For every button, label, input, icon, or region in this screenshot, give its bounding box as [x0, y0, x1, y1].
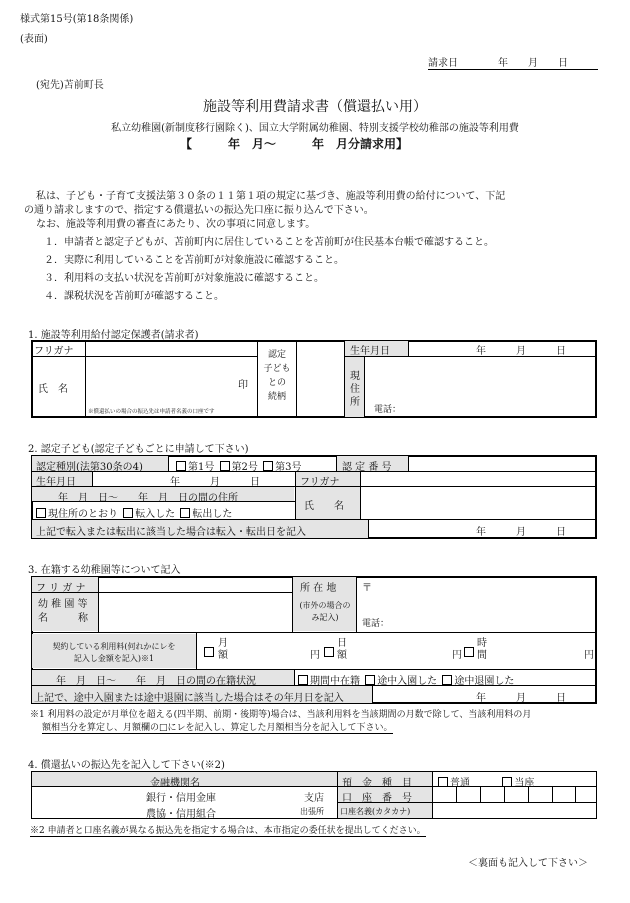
- addr-moved-in-checkbox[interactable]: [123, 508, 133, 518]
- s4-account-no-label: 口 座 番 号: [342, 793, 412, 804]
- side-label: (表面): [20, 34, 48, 45]
- s3-change-note: 上記で、途中入園または途中退園に該当した場合はその年月日を記入: [34, 693, 344, 704]
- status-left-checkbox[interactable]: [442, 675, 452, 685]
- intro-line-1: 私は、子ども・子育て支援法第３０条の１１第１項の規定に基づき、施設等利用費の給付について、下記: [36, 191, 506, 202]
- addr-same-checkbox[interactable]: [36, 508, 46, 518]
- s3-tel-label: 電話：: [362, 619, 390, 629]
- relation-input[interactable]: [300, 344, 340, 414]
- s1-furigana-input[interactable]: [89, 342, 253, 354]
- s1-address-label: 現 住 所: [350, 371, 360, 408]
- status-joined-checkbox[interactable]: [365, 675, 375, 685]
- form-number: 様式第15号(第18条関係): [20, 14, 134, 25]
- page-subtitle: 私立幼稚園(新制度移行園除く)、国立大学附属幼稚園、特別支援学校幼稚部の施設等利用費: [111, 123, 519, 134]
- s4-deposit-options: 普通 当座: [436, 774, 534, 789]
- s3-fee-monthly-label: 月 額: [218, 638, 228, 661]
- page-title: 施設等利用費請求書（償還払い用）: [203, 99, 427, 115]
- type3-checkbox[interactable]: [263, 461, 273, 471]
- deposit-ordinary-checkbox[interactable]: [438, 777, 448, 787]
- s4-footnote: ※2 申請者と口座名義が異なる振込先を指定する場合は、本市指定の委任状を提出してください。: [30, 823, 426, 837]
- s3-change-ymd[interactable]: 年 月 日: [476, 693, 566, 704]
- s2-name-input[interactable]: [364, 490, 592, 516]
- s1-furigana-label: フリガナ: [34, 346, 74, 357]
- s3-period-status-label: 年 月 日～ 年 月 日の間の在籍状況: [56, 676, 256, 687]
- section-2-heading: 2. 認定子ども(認定子どもごとに申請して下さい): [28, 444, 249, 455]
- s3-fee-label: 契約している利用料(何れかにレを 記入し金額を記入)※1: [52, 642, 176, 663]
- s3-postal: 〒: [362, 583, 372, 594]
- s3-footnote-2: 額相当分を算定し、月額欄の□にレを記入し、算定した月額相当分を記入して下さい。: [42, 720, 393, 734]
- s3-fee-hourly-label: 時 間: [477, 638, 487, 661]
- s3-footnote-1: ※1 利用料の設定が月単位を超える(四半期、前期・後期等)場合は、当該利用料を当該期間の月数で除して、当該利用料の月: [30, 710, 532, 720]
- s2-move-ymd[interactable]: 年 月 日: [476, 527, 566, 538]
- addr-moved-out-checkbox[interactable]: [180, 508, 190, 518]
- s4-bank-type-2: 農協・信用組合: [146, 809, 216, 820]
- addressee: (宛先)苫前町長: [36, 80, 104, 91]
- yen-unit: 円: [452, 650, 462, 661]
- intro-line-3: なお、施設等利用費の審査にあたり、次の事項に同意します。: [36, 219, 316, 230]
- s4-bank-name-label: 金融機関名: [150, 778, 200, 789]
- request-period: 【 年 月～ 年 月分請求用】: [180, 137, 409, 151]
- s2-cert-no-input[interactable]: [412, 458, 592, 469]
- intro-line-2: の通り請求しますので、指定する償還払いの振込先口座に振り込んで下さい。: [24, 205, 374, 216]
- deposit-checking-checkbox[interactable]: [502, 777, 512, 787]
- s1-name-label: 氏 名: [38, 384, 68, 395]
- s4-account-no-input[interactable]: [434, 788, 594, 800]
- s4-branch-office-label: 出張所: [300, 807, 324, 816]
- s4-branch-label: 支店: [304, 793, 324, 804]
- consent-item: ４．課税状況を苫前町が確認すること。: [44, 291, 224, 302]
- s1-birth-ymd[interactable]: 年 月 日: [476, 346, 566, 357]
- s2-type-label: 認定種別(法第30条の4): [36, 462, 143, 473]
- s3-location-label: 所 在 地: [300, 583, 337, 594]
- section-3-heading: 3. 在籍する幼稚園等について記入: [28, 565, 181, 576]
- consent-item: ３．利用料の支払い状況を苫前町が対象施設に確認すること。: [44, 273, 324, 284]
- s4-account-name-input[interactable]: [436, 804, 594, 816]
- s3-status-options: 期間中在籍 途中入園した 途中退園した: [296, 672, 514, 687]
- s1-name-input[interactable]: [89, 360, 253, 402]
- s2-addr-options: 現住所のとおり 転入した 転出した: [34, 505, 232, 520]
- yen-unit: 円: [584, 650, 594, 661]
- fee-monthly-checkbox[interactable]: [204, 647, 214, 657]
- s1-birth-label: 生年月日: [350, 346, 390, 357]
- s4-account-name-label: 口座名義(カタカナ): [340, 807, 411, 816]
- s3-location-input[interactable]: [374, 579, 592, 613]
- s4-branch-input[interactable]: [222, 789, 298, 815]
- s2-type-options: 第1号 第2号 第3号: [174, 458, 302, 473]
- s1-tel-label: 電話：: [374, 405, 402, 415]
- relation-label: 認定 子ども との 続柄: [263, 350, 291, 402]
- s2-cert-no-label: 認 定 番 号: [342, 462, 392, 473]
- s2-move-note: 上記で転入または転出に該当した場合は転入・転出日を記入: [36, 527, 306, 538]
- s4-deposit-type-label: 預 金 種 目: [342, 778, 412, 789]
- s3-fee-daily-label: 日 額: [337, 638, 347, 661]
- type1-checkbox[interactable]: [176, 461, 186, 471]
- s3-school-name-input[interactable]: [102, 596, 288, 628]
- s2-birth-label: 生年月日: [36, 477, 76, 488]
- yen-unit: 円: [310, 650, 320, 661]
- s2-furigana-input[interactable]: [364, 473, 592, 484]
- s2-name-label: 氏 名: [304, 501, 344, 512]
- s4-bank-input[interactable]: [36, 789, 142, 815]
- seal-mark: 印: [238, 380, 248, 391]
- s2-furigana-label: フリガナ: [300, 477, 340, 488]
- consent-item: １．申請者と認定子どもが、苫前町内に居住していることを苫前町が住民基本台帳で確認すること。: [44, 237, 494, 248]
- request-date: 請求日 年 月 日: [428, 54, 598, 70]
- s3-location-note: (市外の場合の み記入): [299, 601, 351, 622]
- s1-address-input[interactable]: [368, 360, 593, 398]
- s3-furigana-label: フ リ ガ ナ: [36, 583, 86, 594]
- status-enrolled-checkbox[interactable]: [298, 675, 308, 685]
- s1-account-note: ※償還払いの場合の振込先は申請者名義の口座です: [88, 409, 215, 415]
- section-4-heading: 4. 償還払いの振込先を記入して下さい(※2): [28, 760, 225, 771]
- s3-school-name-label: 幼 稚 園 等 名 称: [38, 599, 88, 624]
- s2-birth-ymd[interactable]: 年 月 日: [170, 477, 260, 488]
- fee-hourly-checkbox[interactable]: [464, 647, 474, 657]
- consent-item: ２．実際に利用していることを苫前町が対象施設に確認すること。: [44, 255, 344, 266]
- section-1-heading: 1. 施設等利用給付認定保護者(請求者): [28, 330, 199, 341]
- back-side-note: ＜裏面も記入して下さい＞: [468, 858, 588, 869]
- s4-bank-type-1: 銀行・信用金庫: [146, 793, 216, 804]
- s2-period-addr-label: 年 月 日～ 年 月 日の間の住所: [58, 493, 238, 504]
- type2-checkbox[interactable]: [220, 461, 230, 471]
- fee-daily-checkbox[interactable]: [324, 647, 334, 657]
- s3-furigana-input[interactable]: [102, 579, 288, 590]
